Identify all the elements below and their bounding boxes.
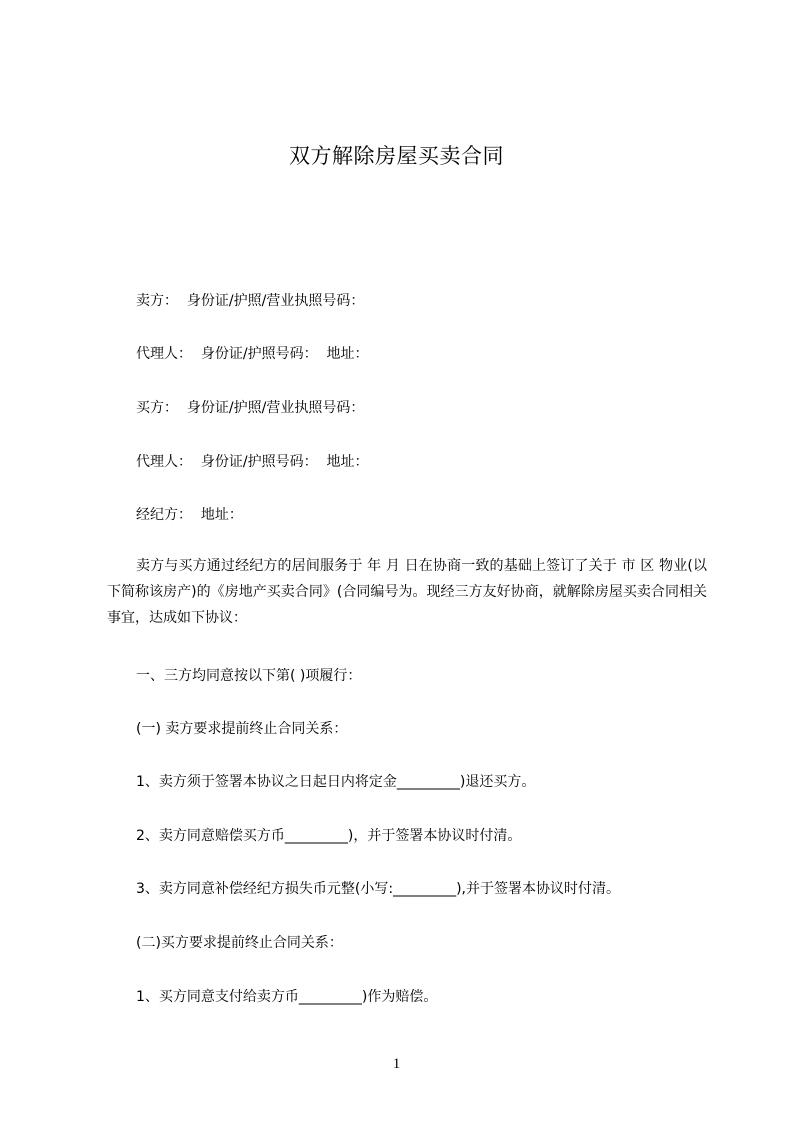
buyer-info-line: 买方： 身份证/护照/营业执照号码： [136, 400, 365, 416]
document-title: 双方解除房屋买卖合同 [289, 144, 504, 168]
buyer-agent-info-line: 代理人： 身份证/护照号码： 地址： [136, 454, 369, 470]
clause-buyer-terminates: (二)买方要求提前终止合同关系： [136, 935, 343, 951]
clause-buyer-item-1: 1、买方同意支付给卖方币_________)作为赔偿。 [136, 989, 438, 1005]
clause-seller-item-2: 2、卖方同意赔偿买方币_________)，并于签署本协议时付清。 [136, 828, 522, 844]
intro-paragraph: 卖方与买方通过经纪方的居间服务于 年 月 日在协商一致的基础上签订了关于 市 区 物业(以下简称该房产)的《房地产买卖合同》(合同编号为。现经三方友好协商，就解除房屋买卖合同相关事宜，达成如下协议： [107, 558, 707, 626]
clause-seller-item-3: 3、卖方同意补偿经纪方损失币元整(小写:_________),并于签署本协议时付清。 [136, 881, 620, 897]
clause-heading: 一、三方均同意按以下第( )项履行： [136, 668, 362, 684]
clause-seller-item-1: 1、卖方须于签署本协议之日起日内将定金_________)退还买方。 [136, 774, 536, 790]
clause-seller-terminates: (一) 卖方要求提前终止合同关系： [136, 721, 348, 737]
seller-info-line: 卖方： 身份证/护照/营业执照号码： [136, 293, 365, 309]
page-number: 1 [392, 1056, 401, 1072]
broker-info-line: 经纪方： 地址： [136, 507, 243, 523]
seller-agent-info-line: 代理人： 身份证/护照号码： 地址： [136, 346, 369, 362]
